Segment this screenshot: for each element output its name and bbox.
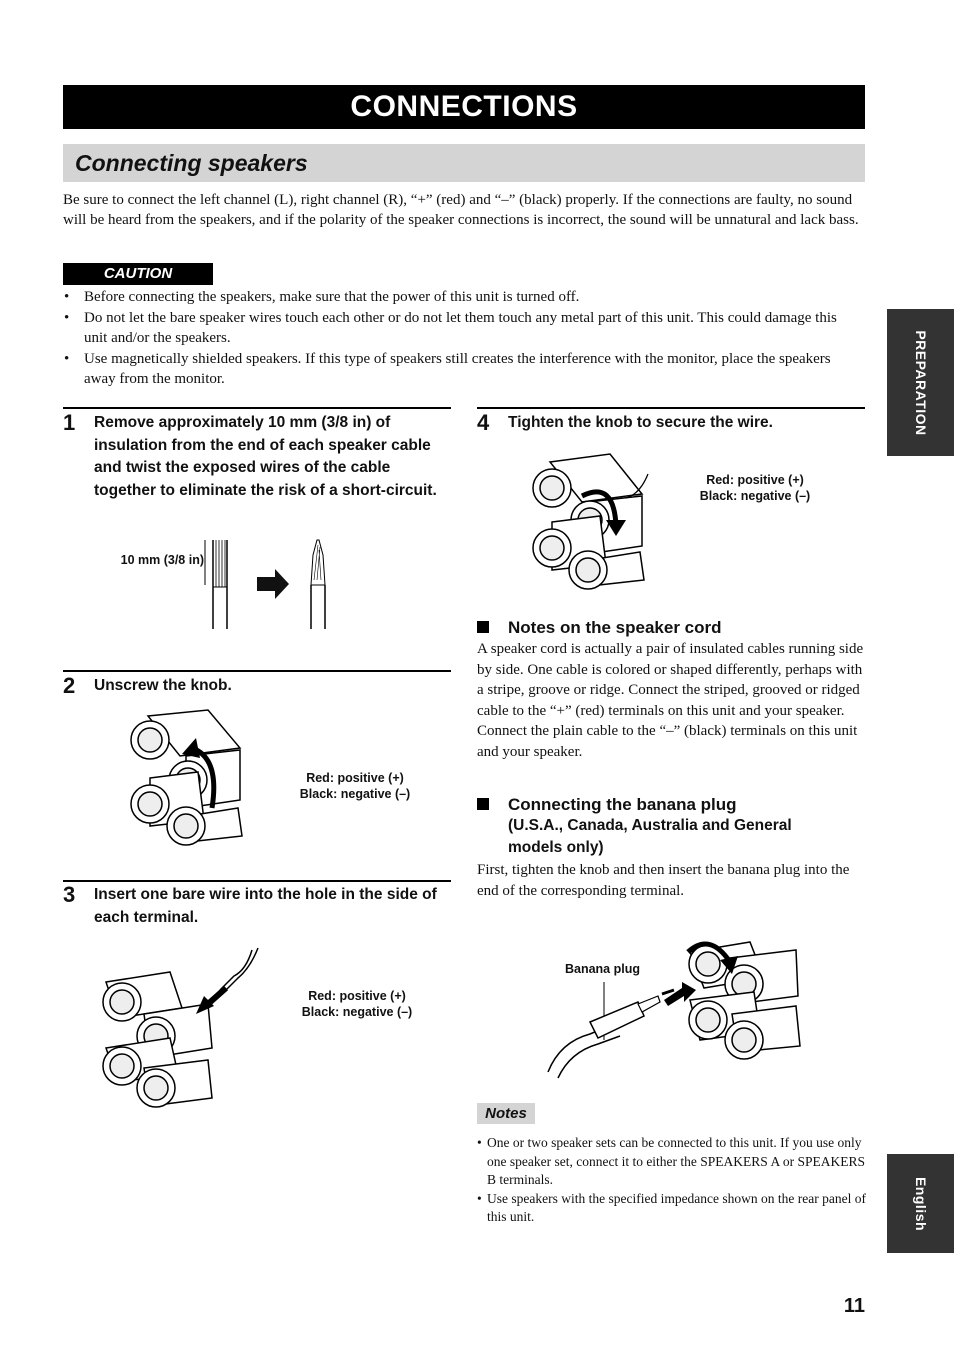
wire-strip-illustration bbox=[195, 535, 335, 635]
step-text: Insert one bare wire into the hole in the side of each terminal. bbox=[94, 886, 437, 926]
banana-plug-heading: Connecting the banana plug bbox=[508, 795, 737, 814]
speaker-cord-heading: Notes on the speaker cord bbox=[508, 618, 722, 637]
speaker-cord-text: A speaker cord is actually a pair of insulated cables running side by side. One cable is colored or shaped differently, perhaps with a stripe, groove or ridge. Connect the striped, grooved or ridged cable to the “+” (red) terminals on this unit and your speaker. Connect the plain cable to the “–” (black) terminals on this unit and your speaker. bbox=[477, 641, 864, 760]
caution-list bbox=[63, 287, 863, 390]
side-tab-language bbox=[887, 1154, 954, 1253]
section-heading-bar bbox=[63, 144, 865, 182]
terminal-tighten-illustration bbox=[530, 450, 655, 592]
intro-paragraph: Be sure to connect the left channel (L), right channel (R), “+” (red) and “–” (black) properly. If the connections are faulty, no sound will be heard from the speakers, and if the polarity of the speaker connections is incorrect, the sound will be unnatural and lack bass. bbox=[63, 192, 859, 228]
positive-label: Red: positive (+) bbox=[706, 473, 804, 487]
note-item: • Use speakers with the specified impedance shown on the rear panel of this unit. bbox=[477, 1190, 867, 1227]
step-number: 1 bbox=[63, 410, 76, 435]
notes-label: Notes bbox=[477, 1103, 535, 1124]
banana-plug-label: Banana plug bbox=[564, 962, 640, 976]
positive-label: Red: positive (+) bbox=[308, 989, 406, 1003]
negative-label: Black: negative (–) bbox=[699, 489, 811, 503]
side-tab-language-label: English bbox=[912, 1176, 929, 1231]
caution-item: • Use magnetically shielded speakers. If this type of speakers still creates the interference with the monitor, place the speakers away from the monitor. bbox=[63, 349, 863, 390]
section-heading: Connecting speakers bbox=[75, 150, 308, 176]
page-number: 11 bbox=[843, 1295, 865, 1317]
step-number: 2 bbox=[63, 673, 76, 698]
step-divider bbox=[63, 407, 451, 409]
caution-item: • Before connecting the speakers, make sure that the power of this unit is turned off. bbox=[63, 287, 863, 308]
side-tab-section-label: PREPARATION bbox=[912, 329, 929, 436]
banana-plug-subheading: (U.S.A., Canada, Australia and General models only) bbox=[508, 817, 792, 856]
page-title: CONNECTIONS bbox=[63, 85, 865, 129]
step-number: 3 bbox=[63, 882, 76, 907]
banana-plug-illustration bbox=[540, 922, 810, 1082]
step-text: Remove approximately 10 mm (3/8 in) of insulation from the end of each speaker cable and twist the exposed wires of the cable together to eliminate the risk of a short-circuit. bbox=[94, 414, 437, 499]
square-bullet-icon bbox=[477, 798, 491, 812]
negative-label: Black: negative (–) bbox=[299, 787, 411, 801]
square-bullet-icon bbox=[477, 621, 491, 635]
terminal-unscrew-illustration bbox=[128, 708, 248, 848]
terminal-insert-wire-illustration bbox=[100, 948, 270, 1110]
negative-label: Black: negative (–) bbox=[301, 1005, 413, 1019]
strip-length-label: 10 mm (3/8 in) bbox=[120, 553, 204, 567]
note-item: • One or two speaker sets can be connected to this unit. If you use only one speaker set, connect it to either the SPEAKERS A or SPEAKERS B terminals. bbox=[477, 1134, 867, 1190]
side-tab-section bbox=[887, 309, 954, 456]
step-text: Tighten the knob to secure the wire. bbox=[508, 414, 773, 431]
positive-label: Red: positive (+) bbox=[306, 771, 404, 785]
step-divider bbox=[63, 670, 451, 672]
step-divider bbox=[477, 407, 865, 409]
step-number: 4 bbox=[477, 410, 490, 435]
caution-label: CAUTION bbox=[63, 263, 213, 285]
step-text: Unscrew the knob. bbox=[94, 677, 232, 694]
notes-list bbox=[477, 1134, 867, 1227]
step-divider bbox=[63, 880, 451, 882]
banana-plug-text: First, tighten the knob and then insert the banana plug into the end of the corresponding terminal. bbox=[477, 862, 850, 899]
caution-item: • Do not let the bare speaker wires touch each other or do not let them touch any metal part of this unit. This could damage this unit and/or the speakers. bbox=[63, 308, 863, 349]
